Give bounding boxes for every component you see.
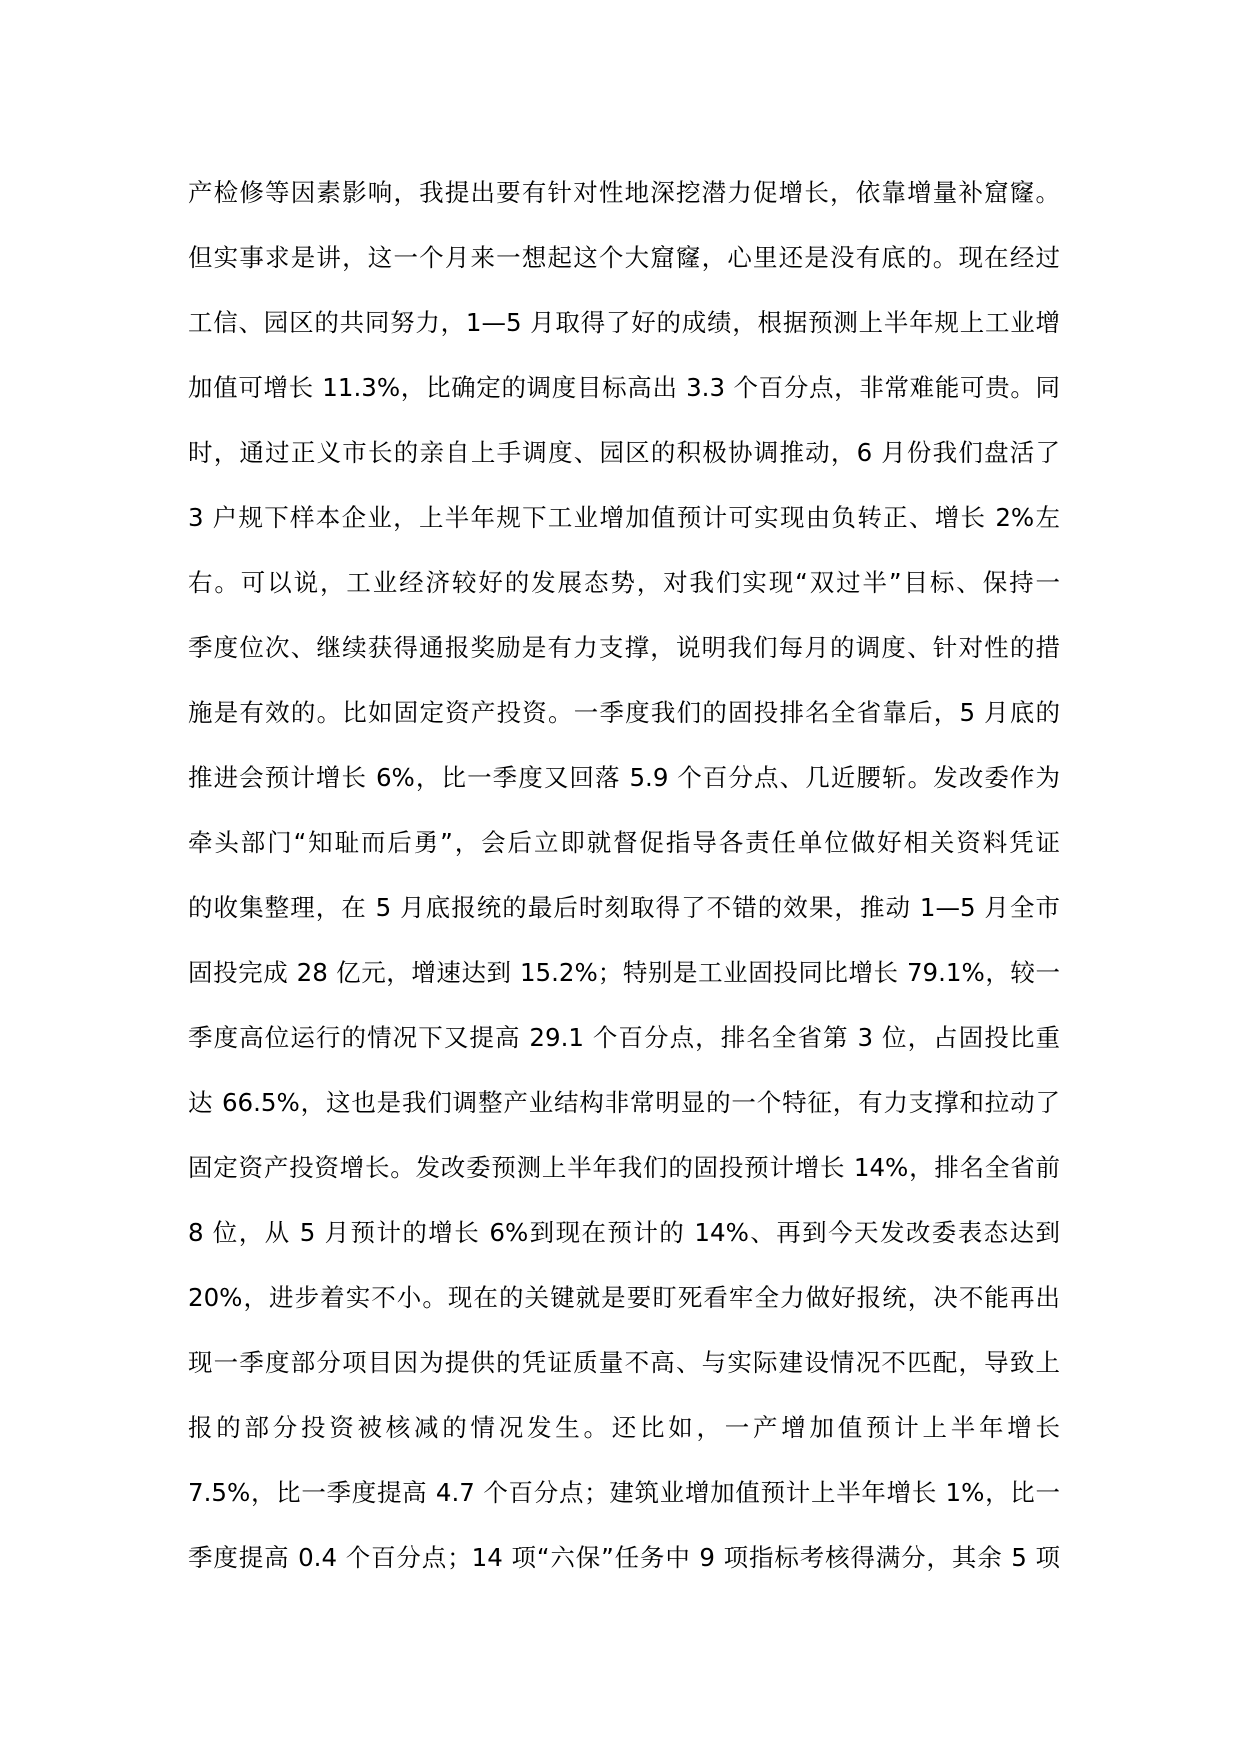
text-line: 的收集整理，在 5 月底报统的最后时刻取得了不错的效果，推动 1—5 月全市 (188, 893, 1060, 922)
text-line: 加值可增长 11.3%，比确定的调度目标高出 3.3 个百分点，非常难能可贵。同 (188, 373, 1060, 402)
text-line: 工信、园区的共同努力，1—5 月取得了好的成绩，根据预测上半年规上工业增 (188, 308, 1060, 337)
body-text (188, 160, 1060, 1590)
text-line: 时，通过正义市长的亲自上手调度、园区的积极协调推动，6 月份我们盘活了 (188, 438, 1060, 467)
text-line: 固投完成 28 亿元，增速达到 15.2%；特别是工业固投同比增长 79.1%，较一 (188, 958, 1060, 987)
text-line: 8 位，从 5 月预计的增长 6%到现在预计的 14%、再到今天发改委表态达到 (188, 1218, 1060, 1247)
text-line: 牵头部门“知耻而后勇”，会后立即就督促指导各责任单位做好相关资料凭证 (188, 828, 1060, 857)
text-line: 季度高位运行的情况下又提高 29.1 个百分点，排名全省第 3 位，占固投比重 (188, 1023, 1060, 1052)
text-line: 固定资产投资增长。发改委预测上半年我们的固投预计增长 14%，排名全省前 (188, 1153, 1060, 1182)
text-line: 达 66.5%，这也是我们调整产业结构非常明显的一个特征，有力支撑和拉动了 (188, 1088, 1060, 1117)
text-line: 季度位次、继续获得通报奖励是有力支撑，说明我们每月的调度、针对性的措 (188, 633, 1060, 662)
text-line: 报的部分投资被核减的情况发生。还比如，一产增加值预计上半年增长 (188, 1413, 1060, 1442)
text-line: 但实事求是讲，这一个月来一想起这个大窟窿，心里还是没有底的。现在经过 (188, 243, 1060, 272)
text-line: 现一季度部分项目因为提供的凭证质量不高、与实际建设情况不匹配，导致上 (188, 1348, 1060, 1377)
text-line: 推进会预计增长 6%，比一季度又回落 5.9 个百分点、几近腰斩。发改委作为 (188, 763, 1060, 792)
text-line: 施是有效的。比如固定资产投资。一季度我们的固投排名全省靠后，5 月底的 (188, 698, 1060, 727)
text-line: 季度提高 0.4 个百分点；14 项“六保”任务中 9 项指标考核得满分，其余 5 项 (188, 1543, 1060, 1572)
text-line: 20%，进步着实不小。现在的关键就是要盯死看牢全力做好报统，决不能再出 (188, 1283, 1060, 1312)
text-line: 右。可以说，工业经济较好的发展态势，对我们实现“双过半”目标、保持一 (188, 568, 1060, 597)
text-line: 产检修等因素影响，我提出要有针对性地深挖潜力促增长，依靠增量补窟窿。 (188, 178, 1060, 207)
text-line: 3 户规下样本企业，上半年规下工业增加值预计可实现由负转正、增长 2%左 (188, 503, 1060, 532)
text-line: 7.5%，比一季度提高 4.7 个百分点；建筑业增加值预计上半年增长 1%，比一 (188, 1478, 1060, 1507)
